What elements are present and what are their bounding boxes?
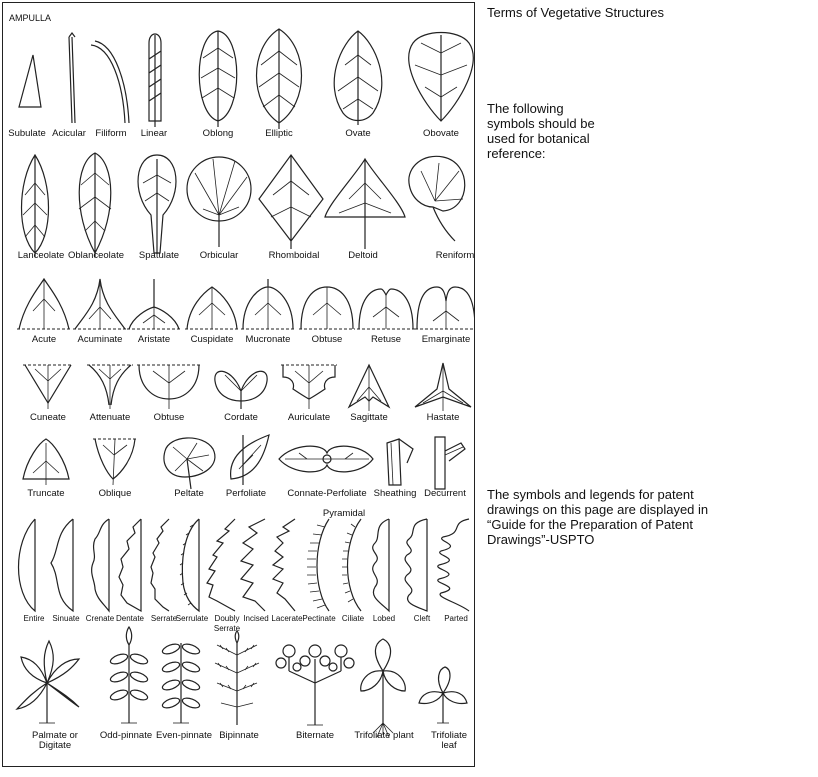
term-label-dentate: Dentate <box>115 614 145 623</box>
term-label-cuneate: Cuneate <box>30 412 66 423</box>
term-label-incised: Incised <box>243 614 269 623</box>
term-label-oblanceolate: Oblanceolate <box>68 250 124 261</box>
sheathing-leaf-icon <box>387 439 413 485</box>
term-label-lacerate: Lacerate <box>271 614 303 623</box>
term-label-subulate: Subulate <box>8 128 46 139</box>
term-label-sagittate: Sagittate <box>350 412 388 423</box>
term-label-auriculate: Auriculate <box>287 412 331 423</box>
term-label-odd-pinnate: Odd-pinnate <box>99 730 153 741</box>
term-label-ciliate: Ciliate <box>341 614 365 623</box>
term-label-truncate: Truncate <box>27 488 65 499</box>
emarginate-apex-icon <box>415 287 475 329</box>
lacerate-margin-icon <box>273 519 295 611</box>
biternate-leaf-icon <box>276 645 354 725</box>
crenate-margin-icon <box>92 519 109 611</box>
term-label-decurrent: Decurrent <box>424 488 466 499</box>
term-label-hastate: Hastate <box>426 412 460 423</box>
sinuate-margin-icon <box>51 519 73 611</box>
decurrent-leaf-icon <box>435 437 465 489</box>
side-intro: The following symbols should be used for botanical reference: <box>487 101 595 161</box>
sagittate-leaf-icon <box>349 365 389 411</box>
term-label-sinuate: Sinuate <box>52 614 80 623</box>
subulate-leaf-icon <box>19 55 41 107</box>
lanceolate-leaf-icon <box>22 155 49 257</box>
reniform-leaf-icon <box>409 156 465 241</box>
leaf-illustrations <box>3 3 475 767</box>
cuspidate-apex-icon <box>185 287 239 329</box>
lobed-leaf-icon <box>373 519 389 611</box>
acicular-leaf-icon <box>69 33 75 123</box>
trifoliate-plant-icon <box>361 639 406 737</box>
term-label-lanceolate: Lanceolate <box>17 250 65 261</box>
obtuse-apex-icon <box>299 287 355 329</box>
term-label-retuse: Retuse <box>370 334 402 345</box>
term-label-filiform: Filiform <box>95 128 127 139</box>
serrulate-margin-icon <box>180 519 199 611</box>
dentate-margin-icon <box>119 519 141 611</box>
term-label-entire: Entire <box>23 614 45 623</box>
term-label-perfoliate: Perfoliate <box>225 488 267 499</box>
term-label-acicular: Acicular <box>52 128 86 139</box>
term-label-rhomboidal: Rhomboidal <box>268 250 320 261</box>
term-label-serrate: Serrate <box>150 614 178 623</box>
even-pinnate-leaf-icon <box>161 642 201 723</box>
term-label-peltate: Peltate <box>174 488 204 499</box>
term-label-obtuse: Obtuse <box>311 334 343 345</box>
term-label-trifoliate-plant: Trifoliate plant <box>354 730 414 741</box>
term-label-crenate: Crenate <box>85 614 115 623</box>
term-label-pectinate: Pectinate <box>302 614 336 623</box>
term-label-attenuate: Attenuate <box>89 412 131 423</box>
bipinnate-leaf-icon <box>215 631 259 725</box>
term-label-even-pinnate: Even-pinnate <box>156 730 212 741</box>
spatulate-leaf-icon <box>138 155 176 253</box>
deltoid-leaf-icon <box>325 159 405 249</box>
oblong-leaf-icon <box>199 31 237 127</box>
cleft-leaf-icon <box>405 519 427 611</box>
term-label-acuminate: Acuminate <box>77 334 123 345</box>
trifoliate-leaf-icon <box>419 667 467 723</box>
serrate-margin-icon <box>151 519 169 611</box>
term-label-oblong: Oblong <box>202 128 234 139</box>
term-label-obtuse: Obtuse <box>153 412 185 423</box>
connate-perfoliate-leaf-icon <box>279 446 373 472</box>
palmate-leaf-icon <box>17 641 79 723</box>
doubly-serrate-margin-icon <box>207 519 235 611</box>
peltate-leaf-icon <box>164 438 215 489</box>
ciliate-margin-icon <box>342 519 361 611</box>
term-label-spatulate: Spatulate <box>138 250 180 261</box>
term-label-elliptic: Elliptic <box>265 128 293 139</box>
pectinate-margin-icon <box>307 519 329 611</box>
obtuse-base-icon <box>137 365 201 409</box>
hastate-leaf-icon <box>415 363 471 411</box>
term-label-bipinnate: Bipinnate <box>219 730 259 741</box>
term-label-sheathing: Sheathing <box>373 488 417 499</box>
acuminate-apex-icon <box>73 279 127 329</box>
odd-pinnate-leaf-icon <box>109 627 149 723</box>
elliptic-leaf-icon <box>257 29 302 129</box>
incised-margin-icon <box>241 519 265 611</box>
term-label-obovate: Obovate <box>423 128 459 139</box>
term-label-connate-perfoliate: Connate-Perfoliate <box>287 488 367 499</box>
oblanceolate-leaf-icon <box>79 153 111 257</box>
term-label-parted: Parted <box>444 614 468 623</box>
auriculate-base-icon <box>281 365 337 409</box>
parted-leaf-icon <box>438 519 469 611</box>
term-label-deltoid: Deltoid <box>348 250 378 261</box>
term-label-doubly-serrate: Doubly Serrate <box>213 614 241 633</box>
cuneate-base-icon <box>23 365 73 409</box>
term-label-trifoliate-leaf: Trifoliate leaf <box>430 730 468 751</box>
term-label-cuspidate: Cuspidate <box>190 334 234 345</box>
acute-apex-icon <box>17 279 71 329</box>
ovate-leaf-icon <box>334 31 382 125</box>
term-label-biternate: Biternate <box>295 730 335 741</box>
term-label-pyramidal: Pyramidal <box>322 508 366 519</box>
term-label-lobed: Lobed <box>372 614 396 623</box>
rhomboidal-leaf-icon <box>259 155 323 249</box>
orbicular-leaf-icon <box>187 157 251 247</box>
term-label-palmate-or-digitate: Palmate or Digitate <box>32 730 78 751</box>
term-label-cleft: Cleft <box>413 614 431 623</box>
attenuate-base-icon <box>87 365 133 409</box>
plate-corner-label: AMPULLA <box>9 13 52 23</box>
mucronate-apex-icon <box>241 279 295 329</box>
botanical-plate <box>2 2 475 767</box>
truncate-base-icon <box>23 439 69 485</box>
term-label-ovate: Ovate <box>345 128 371 139</box>
cordate-leaf-icon <box>215 371 267 409</box>
linear-leaf-icon <box>149 34 161 127</box>
term-label-orbicular: Orbicular <box>199 250 239 261</box>
term-label-reniform: Reniform <box>435 250 475 261</box>
term-label-cordate: Cordate <box>224 412 258 423</box>
entire-margin-icon <box>19 519 36 611</box>
filiform-leaf-icon <box>91 41 129 123</box>
oblique-base-icon <box>93 439 137 485</box>
perfoliate-leaf-icon <box>231 435 269 485</box>
term-label-aristate: Aristate <box>137 334 171 345</box>
side-heading: Terms of Vegetative Structures <box>487 5 665 20</box>
term-label-linear: Linear <box>140 128 168 139</box>
obovate-leaf-icon <box>409 33 473 122</box>
term-label-acute: Acute <box>31 334 57 345</box>
retuse-apex-icon <box>357 289 415 329</box>
term-label-serrulate: Serrulate <box>175 614 209 623</box>
term-label-emarginate: Emarginate <box>421 334 471 345</box>
aristate-apex-icon <box>127 279 181 329</box>
term-label-oblique: Oblique <box>98 488 132 499</box>
side-note: The symbols and legends for patent drawings on this page are displayed in “Guide for the Preparation of Patent Drawings”-USPTO <box>487 487 709 547</box>
term-label-mucronate: Mucronate <box>245 334 291 345</box>
